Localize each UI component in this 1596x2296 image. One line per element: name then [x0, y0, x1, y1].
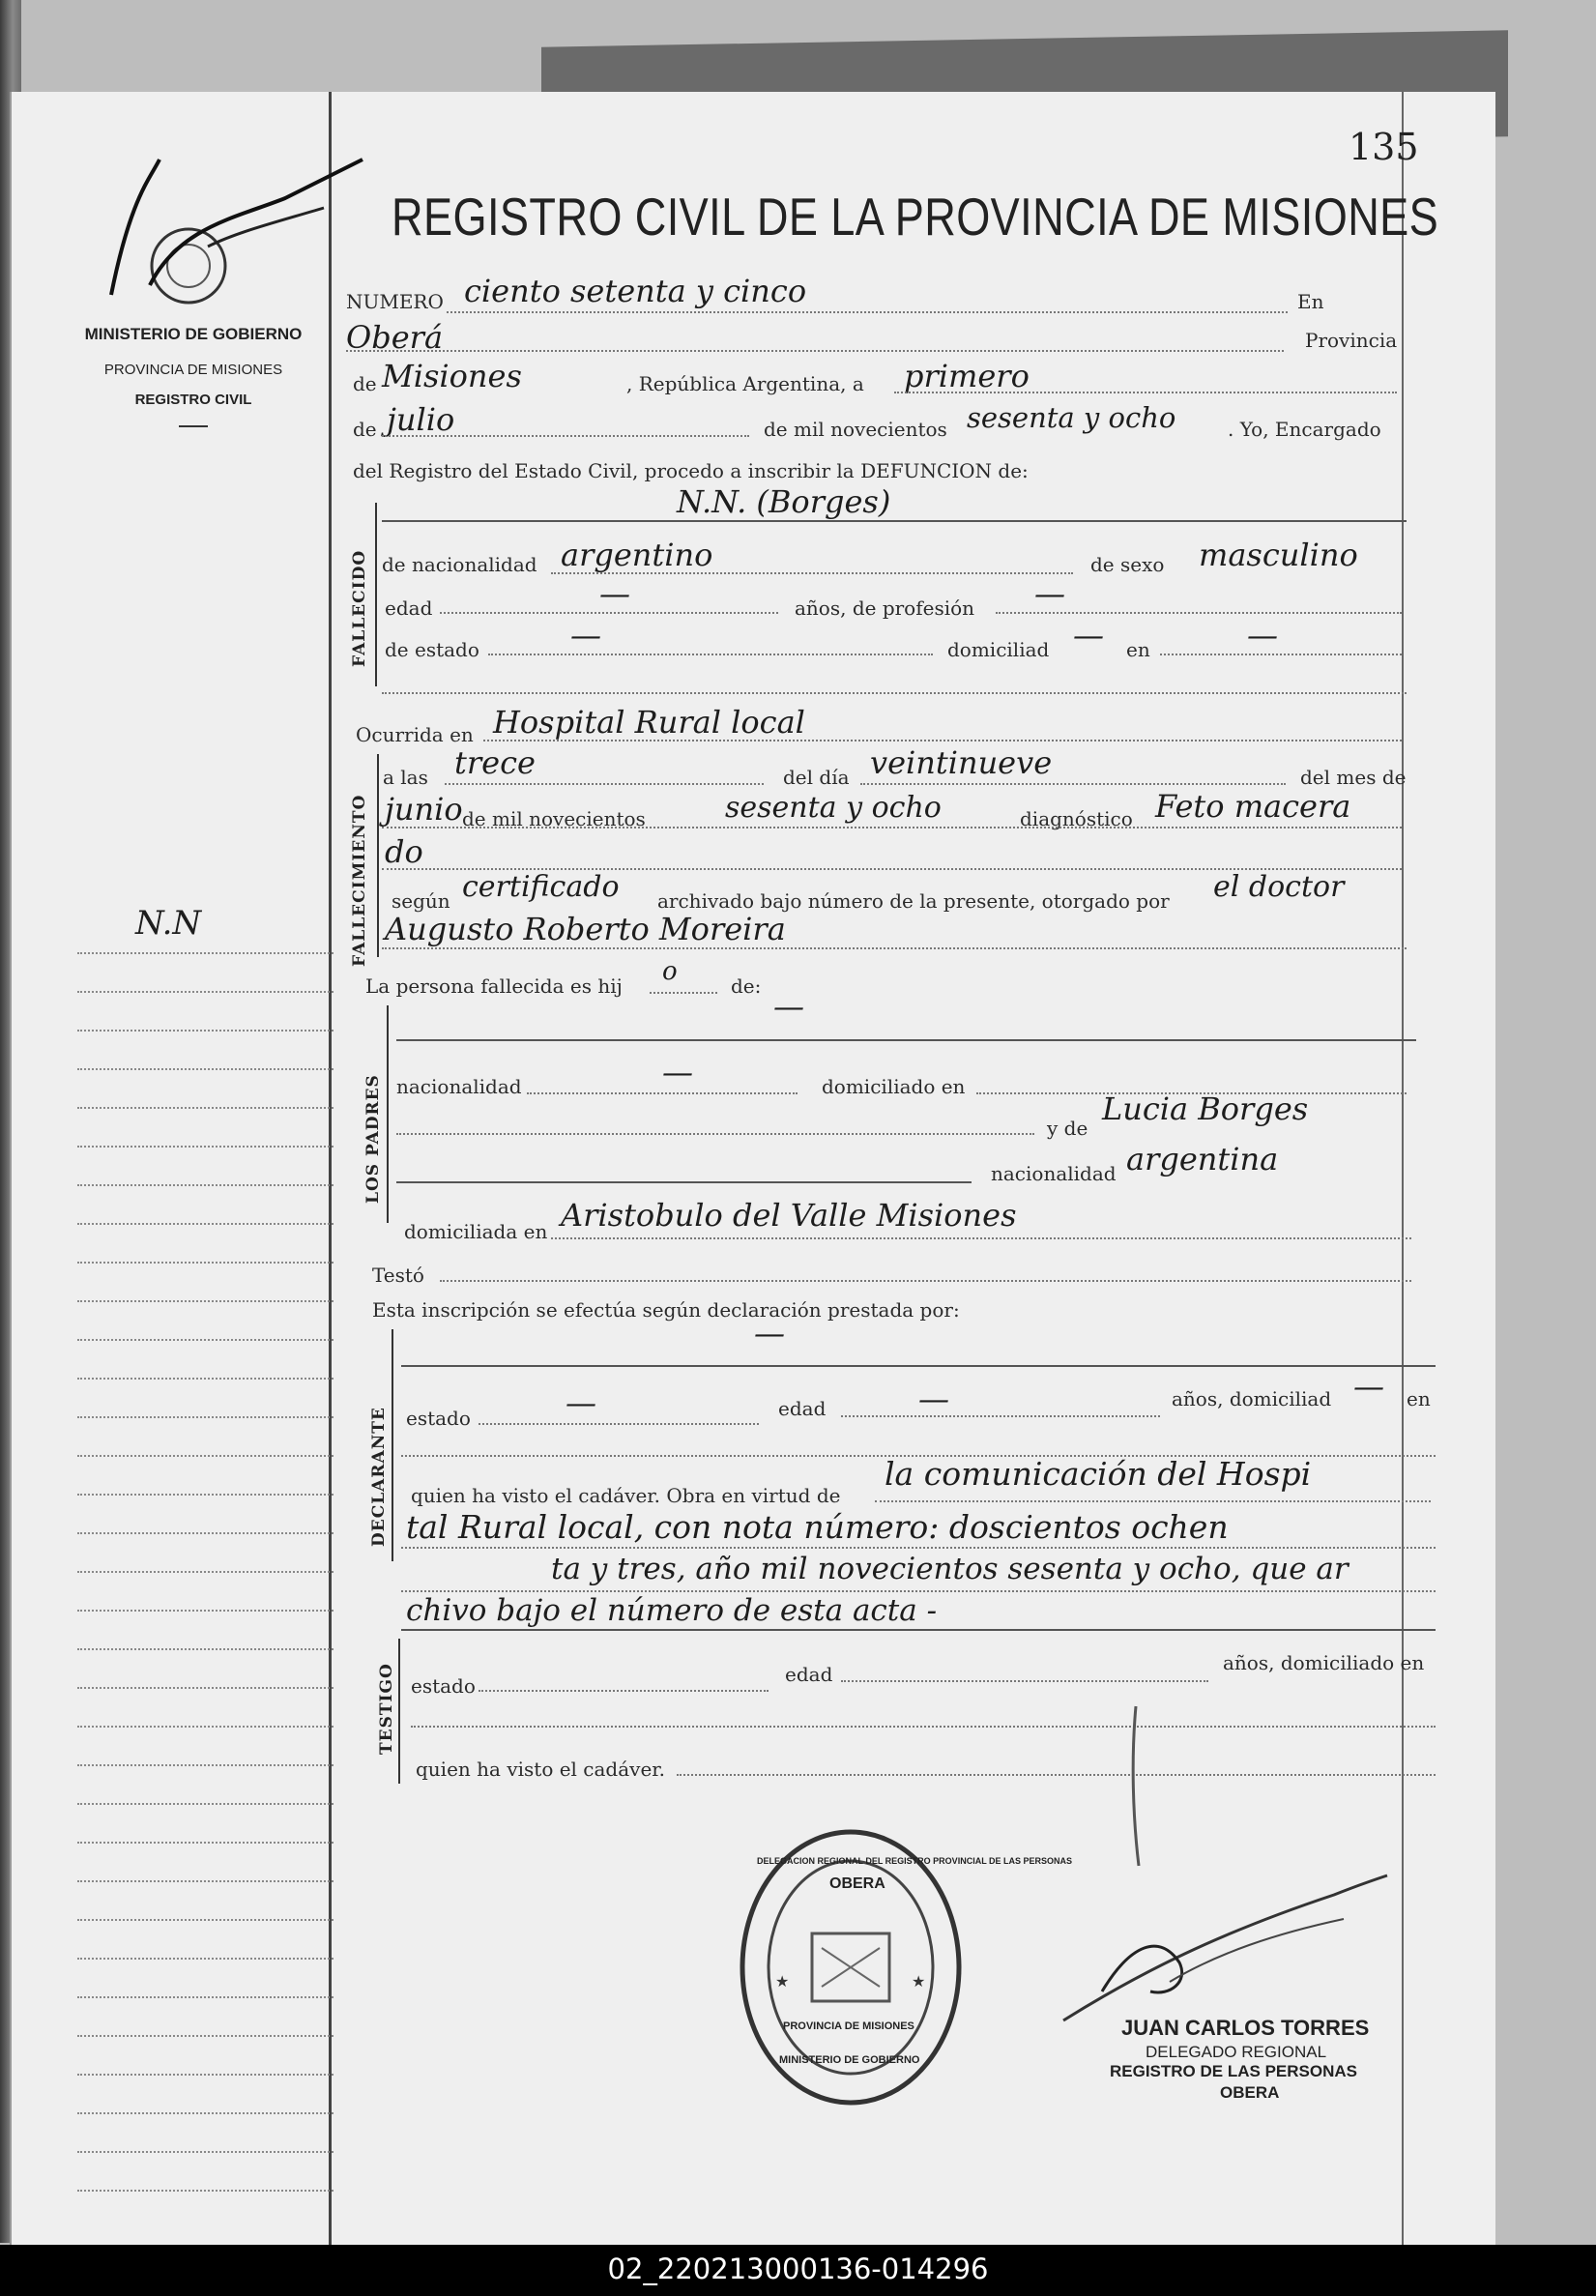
domiciliado-label: domiciliado en: [822, 1075, 966, 1098]
virtud-underline-3: [401, 1590, 1436, 1592]
father-value: —: [773, 988, 804, 1025]
doctor-value: Augusto Roberto Moreira: [385, 911, 786, 947]
numero-label: NUMERO: [346, 290, 444, 313]
testigo-bracket: [398, 1639, 400, 1784]
hijo-line: [650, 992, 717, 994]
diagnostico-continued: do: [385, 833, 423, 870]
margin-line: [77, 1494, 334, 1496]
svg-text:★: ★: [912, 1972, 926, 1991]
yo-label: . Yo, Encargado: [1228, 418, 1381, 441]
father-nac-value: —: [662, 1054, 693, 1090]
testigo-domicilio-label: años, domiciliado en: [1223, 1651, 1425, 1674]
margin-line: [77, 1764, 334, 1766]
mes-value: junio: [385, 791, 463, 828]
margin-line: [77, 1339, 334, 1341]
margin-line: [77, 1146, 334, 1148]
ocurrida-line: [483, 740, 1402, 741]
virtud-underline-1: [875, 1500, 1431, 1502]
otorgado-value: el doctor: [1213, 870, 1345, 904]
margin-line: [77, 991, 334, 993]
padres-de-label: de:: [731, 974, 762, 998]
declarante-en-label: en: [1407, 1387, 1431, 1410]
margin-line: [77, 1184, 334, 1186]
fallecimiento-label: FALLECIMIENTO: [350, 794, 369, 967]
mother-nac-value: argentina: [1126, 1141, 1279, 1177]
year-value: sesenta y ocho: [967, 401, 1176, 434]
official-name: JUAN CARLOS TORRES: [1121, 2016, 1370, 2040]
declarante-edad-line: [841, 1415, 1160, 1417]
domicilio-value: —: [1073, 617, 1104, 654]
image-id-label: 02_220213000136-014296: [607, 2252, 989, 2285]
margin-line: [77, 1532, 334, 1534]
sexo-value: masculino: [1199, 537, 1358, 573]
signature-icon: [1025, 1701, 1392, 2030]
fallecido-bracket: [375, 503, 377, 686]
page-number: 135: [1349, 126, 1419, 168]
estado-line: [488, 654, 933, 655]
margin-line: [77, 1030, 334, 1032]
doctor-line: [382, 947, 1407, 949]
margin-line: [77, 1068, 334, 1070]
seal-inner-text: PROVINCIA DE MISIONES: [783, 2020, 914, 2032]
margin-line: [77, 1223, 334, 1225]
margin-line: [77, 1455, 334, 1457]
seal-outer-text: DELEGACION REGIONAL DEL REGISTRO PROVINCIAL DE LAS PERSONAS: [757, 1856, 1073, 1866]
ocurrida-label: Ocurrida en: [356, 723, 474, 746]
mother-pre-line: [396, 1133, 1034, 1135]
estado-value: —: [570, 617, 601, 654]
fallecido-extra-line: [382, 692, 1407, 694]
virtud-line-2: tal Rural local, con nota número: doscientos ochen: [406, 1508, 1229, 1546]
declarante-domicilio-value: —: [1353, 1368, 1384, 1405]
inscripcion-label: Esta inscripción se efectúa según declaración prestada por:: [372, 1298, 960, 1322]
certificado-value: certificado: [462, 870, 620, 904]
dia-line: [860, 783, 1286, 785]
y-de-label: y de: [1047, 1117, 1088, 1140]
numero-value: ciento setenta y cinco: [464, 273, 807, 309]
testigo-estado-label: estado: [411, 1674, 476, 1698]
ministry-province: PROVINCIA DE MISIONES: [103, 362, 283, 378]
margin-line: [77, 1803, 334, 1805]
diagnostico-line: [382, 827, 1402, 828]
declarante-name-line: [401, 1365, 1436, 1367]
official-role: DELEGADO REGIONAL: [1146, 2043, 1327, 2061]
nacionalidad-line: [551, 572, 1073, 574]
margin-line: [77, 2035, 334, 2037]
margin-line: [77, 1262, 334, 1264]
margin-line: [77, 1687, 334, 1689]
ministry-registry: REGISTRO CIVIL: [134, 392, 252, 408]
province-value: Misiones: [382, 358, 522, 394]
year-label: de mil novecientos: [764, 418, 947, 441]
day-value: primero: [904, 358, 1030, 394]
declarante-estado-value: —: [566, 1384, 596, 1421]
virtud-line-1: la comunicación del Hospi: [885, 1455, 1312, 1493]
ministry-name: MINISTERIO DE GOBIERNO: [84, 325, 303, 343]
margin-note: N.N: [135, 904, 202, 943]
padre-nacionalidad-label: nacionalidad: [396, 1075, 522, 1098]
declarante-domicilio-label: años, domiciliad: [1172, 1387, 1332, 1410]
mother-dom-value: Aristobulo del Valle Misiones: [561, 1197, 1017, 1234]
nacionalidad-label: de nacionalidad: [382, 553, 537, 576]
dia-value: veintinueve: [870, 744, 1053, 781]
edad-value: —: [599, 575, 630, 612]
day-line: [894, 392, 1397, 393]
declarante-edad-value: —: [918, 1381, 949, 1417]
deceased-name: N.N. (Borges): [677, 483, 891, 520]
profesion-value: —: [1034, 575, 1065, 612]
mother-value: Lucia Borges: [1102, 1090, 1309, 1127]
registry-seal-icon: [735, 1822, 1073, 2112]
mother-line: [396, 1181, 972, 1183]
margin-line: [77, 1300, 334, 1302]
madre-nacionalidad-label: nacionalidad: [991, 1162, 1117, 1185]
testo-label: Testó: [372, 1264, 424, 1287]
margin-line: [77, 2151, 334, 2153]
deceased-name-line: [382, 520, 1407, 522]
virtud-line-4: chivo bajo el número de esta acta -: [406, 1593, 938, 1628]
margin-line: [77, 1416, 334, 1418]
margin-line: [77, 952, 334, 954]
declarante-name: —: [754, 1315, 785, 1351]
margin-line: [77, 1996, 334, 1998]
en-label: En: [1297, 290, 1324, 313]
place-line: [346, 350, 1284, 352]
margin-line: [77, 1919, 334, 1921]
margin-rule: [329, 92, 332, 2248]
hora-value: trece: [454, 744, 536, 781]
segun-label: según: [392, 889, 450, 913]
declarante-edad-label: edad: [778, 1397, 827, 1420]
margin-line: [77, 1610, 334, 1612]
hijo-suffix: o: [662, 957, 678, 986]
testigo-edad-line: [841, 1680, 1208, 1682]
svg-text:★: ★: [775, 1972, 790, 1991]
fallecido-label: FALLECIDO: [350, 549, 369, 667]
margin-line: [77, 1958, 334, 1960]
profesion-label: años, de profesión: [795, 596, 975, 620]
republica-label: , República Argentina, a: [626, 372, 864, 395]
domicilio-en-label: en: [1126, 638, 1150, 661]
numero-line: [447, 311, 1288, 313]
seal-bottom-text: MINISTERIO DE GOBIERNO: [779, 2054, 920, 2066]
virtud-underline-4: [401, 1629, 1436, 1631]
domiciliada-label: domiciliada en: [404, 1220, 548, 1243]
diagnostico-label: diagnóstico: [1020, 807, 1133, 830]
testigo-visto-label: quien ha visto el cadáver.: [416, 1758, 666, 1781]
testigo-label: TESTIGO: [377, 1663, 396, 1755]
ministry-divider: [179, 425, 208, 427]
margin-line: [77, 2190, 334, 2192]
hora-label: a las: [383, 766, 428, 789]
padres-label: LOS PADRES: [363, 1074, 383, 1204]
month-line: [382, 435, 749, 437]
de2-label: de: [353, 418, 377, 441]
mother-dom-line: [551, 1237, 1411, 1239]
declarante-estado-line: [479, 1423, 759, 1425]
right-rule: [1402, 92, 1404, 2248]
declarante-bracket: [392, 1329, 393, 1561]
domicilio-line: [1160, 654, 1402, 655]
fallecimiento-bracket: [377, 754, 379, 957]
declarante-estado-label: estado: [406, 1407, 471, 1430]
emblem-signature-icon: [92, 140, 382, 324]
virtud-line-3: ta y tres, año mil novecientos sesenta y ocho, que ar: [551, 1552, 1349, 1586]
margin-line: [77, 1648, 334, 1650]
margin-line: [77, 1880, 334, 1882]
domicilio-label: domiciliad: [947, 638, 1050, 661]
de-label: de: [353, 372, 377, 395]
provincia-label: Provincia: [1305, 329, 1398, 352]
margin-line: [77, 1726, 334, 1728]
domicilio-en-value: —: [1247, 617, 1278, 654]
margin-line: [77, 1842, 334, 1844]
edad-label: edad: [385, 596, 433, 620]
profesion-line: [996, 612, 1402, 614]
hora-line: [445, 783, 764, 785]
official-office: REGISTRO DE LAS PERSONAS: [1110, 2062, 1357, 2080]
nacionalidad-value: argentino: [561, 537, 713, 573]
virtud-underline-2: [401, 1547, 1436, 1549]
anio-value: sesenta y ocho: [725, 791, 942, 825]
statement: del Registro del Estado Civil, procedo a inscribir la DEFUNCION de:: [353, 459, 1029, 482]
father-nac-line: [527, 1092, 798, 1094]
month-value: julio: [387, 401, 455, 438]
diagnostico-value: Feto macera: [1155, 788, 1351, 825]
father-line: [396, 1039, 1416, 1041]
margin-line: [77, 1378, 334, 1380]
visto-label: quien ha visto el cadáver. Obra en virtud de: [411, 1484, 841, 1507]
margin-line: [77, 1571, 334, 1573]
testigo-estado-line: [479, 1690, 769, 1692]
seal-top-text: OBERA: [829, 1875, 885, 1892]
declarante-label: DECLARANTE: [369, 1407, 389, 1547]
hijo-label: La persona fallecida es hij: [365, 974, 623, 998]
sexo-label: de sexo: [1090, 553, 1165, 576]
margin-line: [77, 2074, 334, 2076]
mes-label: del mes de: [1300, 766, 1407, 789]
padres-bracket: [387, 1005, 389, 1223]
ocurrida-value: Hospital Rural local: [493, 704, 805, 741]
testigo-edad-label: edad: [785, 1663, 833, 1686]
margin-line: [77, 2112, 334, 2114]
place-value: Oberá: [346, 319, 444, 356]
archivado-label: archivado bajo número de la presente, otorgado por: [657, 889, 1170, 913]
estado-label: de estado: [385, 638, 479, 661]
edad-line: [440, 612, 778, 614]
dia-label: del día: [783, 766, 850, 789]
anio-label: de mil novecientos: [462, 807, 646, 830]
official-city: OBERA: [1220, 2083, 1280, 2102]
testo-line: [440, 1280, 1411, 1282]
page-title: REGISTRO CIVIL DE LA PROVINCIA DE MISIONES: [392, 187, 1439, 247]
margin-line: [77, 1107, 334, 1109]
